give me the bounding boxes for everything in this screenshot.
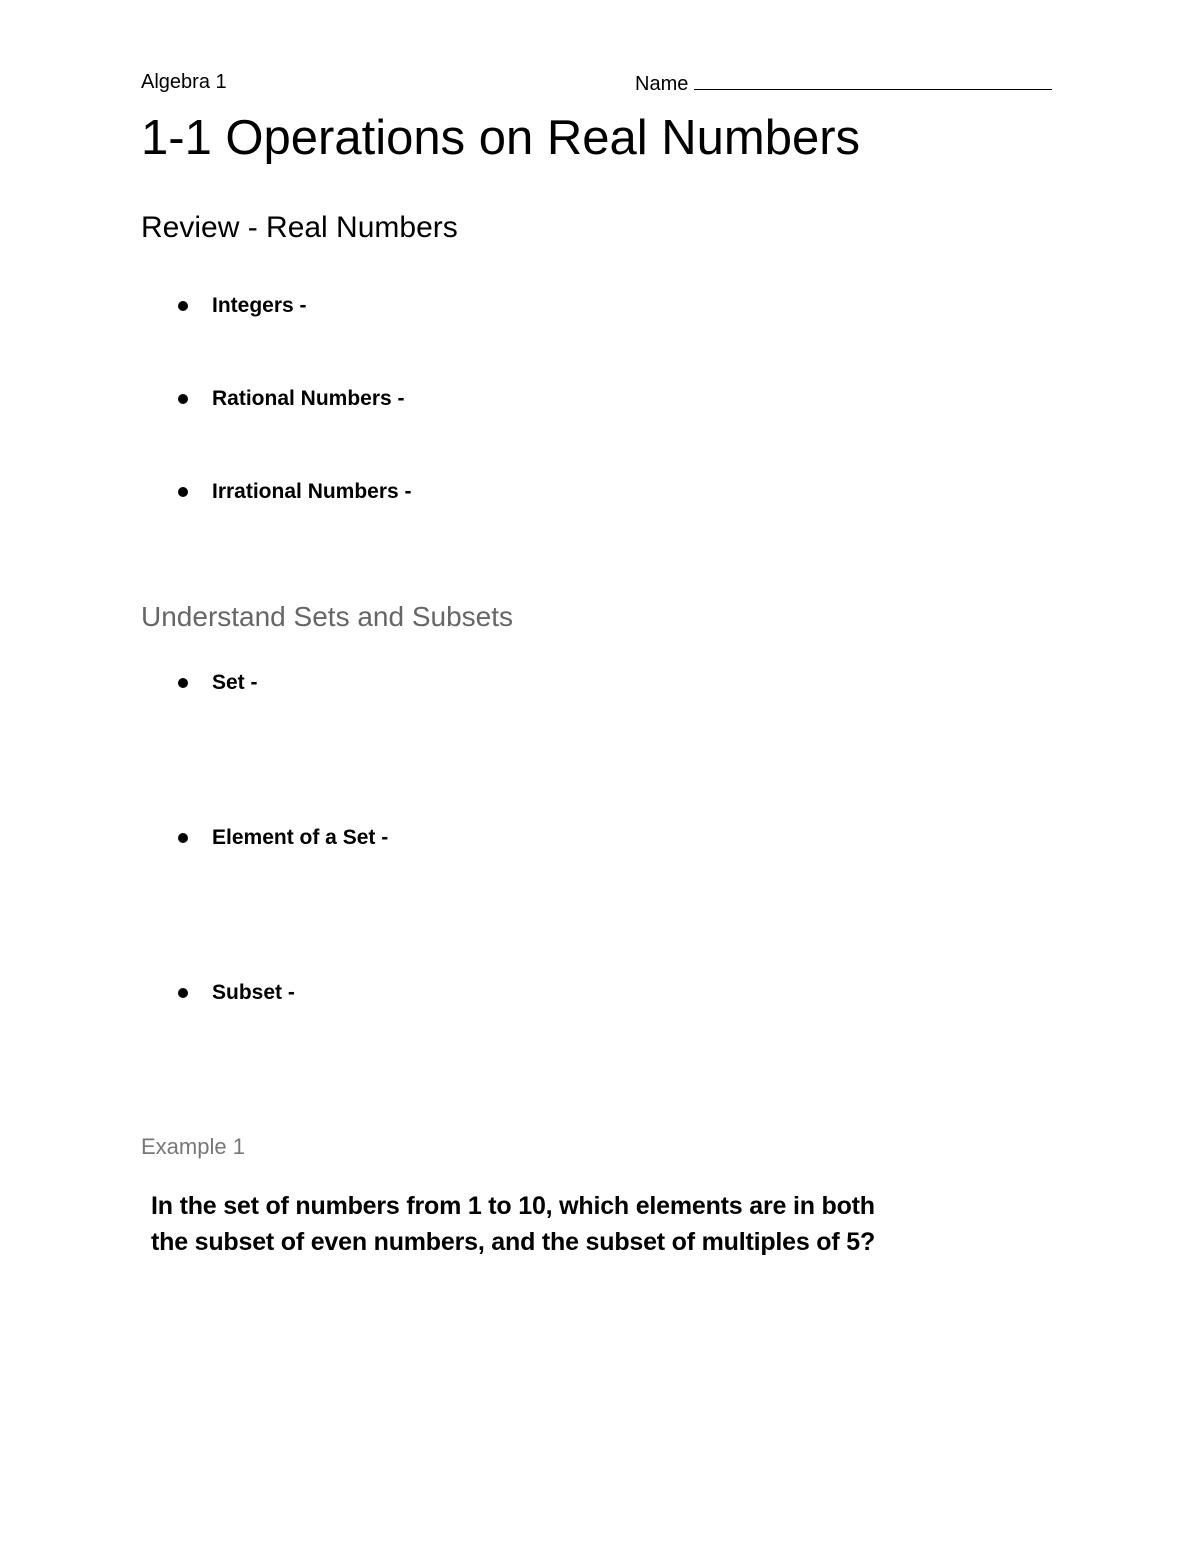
term-label: Subset - — [212, 981, 295, 1004]
sets-heading: Understand Sets and Subsets — [141, 601, 514, 632]
example-question — [151, 1188, 1051, 1260]
review-heading: Review - Real Numbers — [141, 211, 458, 244]
list-item-set — [178, 671, 258, 695]
name-field — [635, 71, 1052, 96]
example-label: Example 1 — [141, 1134, 245, 1159]
list-item-rational-numbers — [178, 387, 405, 411]
page-title: 1-1 Operations on Real Numbers — [141, 111, 861, 165]
bullet-icon — [178, 988, 188, 998]
bullet-icon — [178, 394, 188, 404]
question-line-1: In the set of numbers from 1 to 10, which elements are in both — [151, 1192, 875, 1220]
term-label: Integers - — [212, 294, 307, 317]
bullet-icon — [178, 833, 188, 843]
list-item-subset — [178, 981, 295, 1005]
bullet-icon — [178, 301, 188, 311]
term-label: Rational Numbers - — [212, 387, 405, 410]
list-item-element-of-a-set — [178, 826, 388, 850]
bullet-icon — [178, 678, 188, 688]
course-label: Algebra 1 — [141, 71, 227, 93]
term-label: Set - — [212, 671, 258, 694]
question-line-2: the subset of even numbers, and the subset of multiples of 5? — [151, 1228, 876, 1256]
list-item-integers — [178, 294, 307, 318]
name-blank-line[interactable] — [694, 71, 1052, 90]
term-label: Irrational Numbers - — [212, 480, 412, 503]
name-label: Name — [635, 73, 689, 95]
term-label: Element of a Set - — [212, 826, 389, 849]
list-item-irrational-numbers — [178, 480, 412, 504]
bullet-icon — [178, 487, 188, 497]
